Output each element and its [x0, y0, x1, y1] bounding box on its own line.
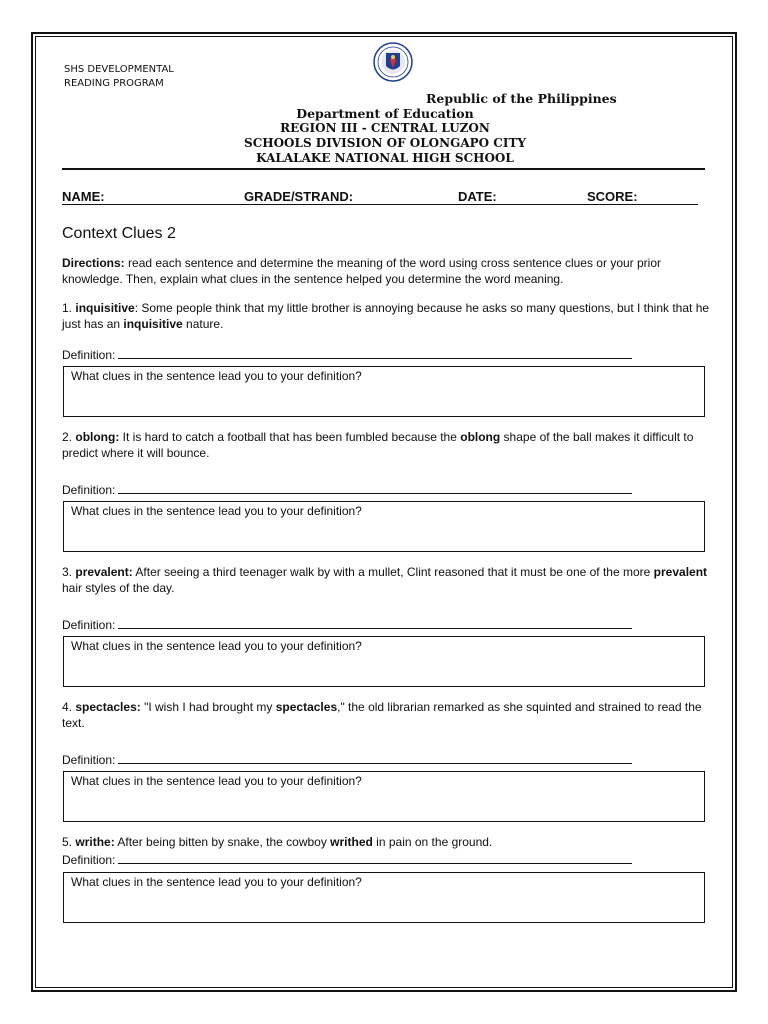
header-divider: [62, 168, 705, 170]
item-1-definition-field[interactable]: Definition:: [62, 346, 632, 362]
score-field-label: SCORE:: [587, 189, 638, 204]
item-3-clue-answer-box[interactable]: What clues in the sentence lead you to your definition?: [63, 636, 705, 687]
program-label: SHS DEVELOPMENTAL READING PROGRAM: [64, 64, 174, 89]
division-heading: SCHOOLS DIVISION OF OLONGAPO CITY: [244, 136, 526, 150]
department-heading: Department of Education: [296, 106, 474, 121]
item-5-definition-field[interactable]: Definition:: [62, 851, 632, 867]
item-1-clue-answer-box[interactable]: What clues in the sentence lead you to your definition?: [63, 366, 705, 417]
republic-heading: Republic of the Philippines: [426, 91, 617, 106]
item-4-definition-field[interactable]: Definition:: [62, 751, 632, 767]
grade-strand-field-label: GRADE/STRAND:: [244, 189, 354, 204]
item-2-definition-field[interactable]: Definition:: [62, 481, 632, 497]
date-field-label: DATE:: [458, 189, 497, 204]
item-5-clue-answer-box[interactable]: What clues in the sentence lead you to your definition?: [63, 872, 705, 923]
item-3-sentence: 3. prevalent: After seeing a third teenager walk by with a mullet, Clint reasoned that it must be one of the more prevalent hair styles of the day.: [62, 565, 708, 595]
region-heading: REGION III - CENTRAL LUZON: [280, 121, 490, 135]
item-4-clue-answer-box[interactable]: What clues in the sentence lead you to your definition?: [63, 771, 705, 822]
name-field-label: NAME:: [62, 189, 105, 204]
item-3-definition-field[interactable]: Definition:: [62, 616, 632, 632]
directions: Directions: read each sentence and determine the meaning of the word using cross sentence clues or your prior knowledge. Then, explain what clues in the sentence helped you determine the word meaning.: [62, 256, 661, 286]
item-1-sentence: 1. inquisitive: Some people think that my little brother is annoying because he asks so many questions, but I think that he just has an inquisitive nature.: [62, 301, 710, 331]
item-2-clue-answer-box[interactable]: What clues in the sentence lead you to your definition?: [63, 501, 705, 552]
student-info-row: [62, 189, 706, 205]
deped-seal-icon: [365, 42, 421, 82]
item-4-sentence: 4. spectacles: "I wish I had brought my spectacles," the old librarian remarked as she squinted and strained to read the text.: [62, 700, 702, 730]
student-info-underline: [62, 204, 698, 205]
worksheet-title: Context Clues 2: [62, 225, 176, 242]
school-heading: KALALAKE NATIONAL HIGH SCHOOL: [256, 151, 514, 165]
item-2-sentence: 2. oblong: It is hard to catch a football that has been fumbled because the oblong shape of the ball makes it difficult to predict where it will bounce.: [62, 430, 694, 460]
item-5-sentence: 5. writhe: After being bitten by snake, the cowboy writhed in pain on the ground.: [62, 835, 493, 849]
